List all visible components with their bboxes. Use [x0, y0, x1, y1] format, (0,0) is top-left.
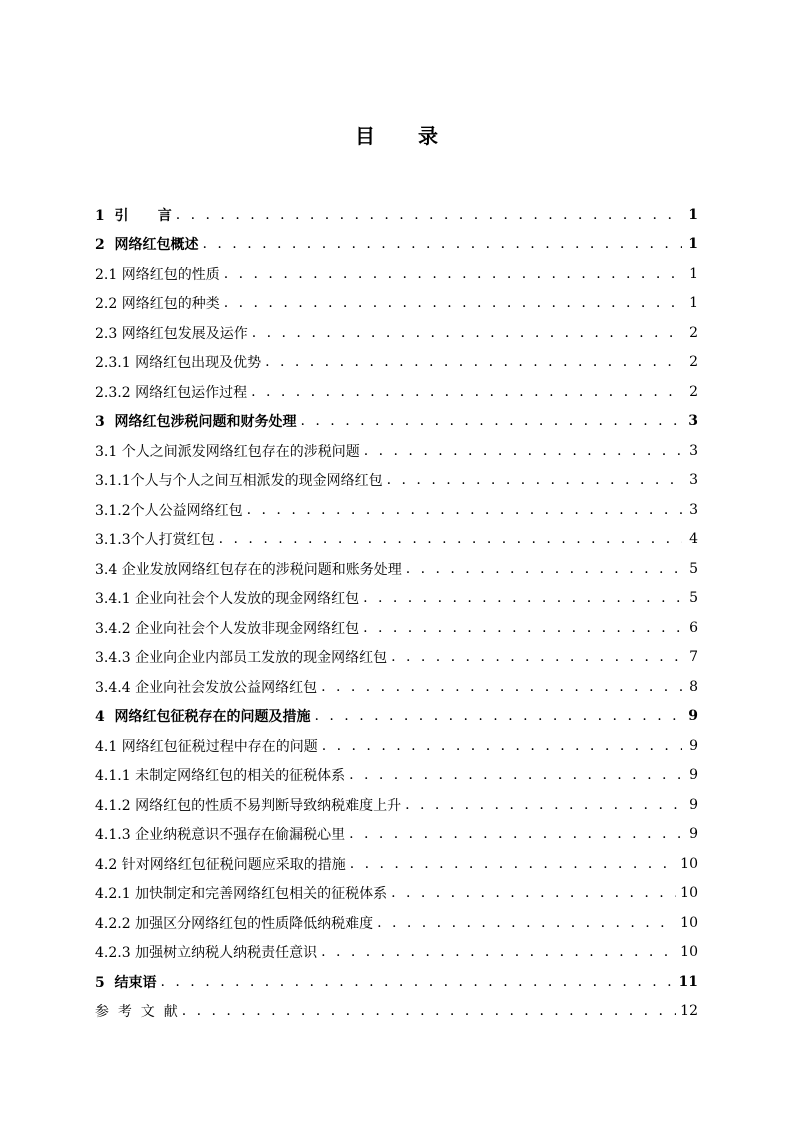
- toc-entry[interactable]: [95, 672, 698, 702]
- toc-entry-title: 2.2 网络红包的种类: [95, 296, 220, 313]
- toc-page-number: 1: [688, 206, 698, 223]
- toc-entry[interactable]: [95, 643, 698, 673]
- toc-leader-dots: [364, 444, 682, 458]
- toc-page-number: 10: [680, 855, 698, 872]
- toc-leader-dots: [391, 886, 676, 900]
- toc-leader-dots: [391, 650, 682, 664]
- toc-entry[interactable]: [95, 554, 698, 584]
- toc-entry-title: 3.4.1 企业向社会个人发放的现金网络红包: [95, 591, 360, 608]
- toc-entry[interactable]: [95, 908, 698, 938]
- toc-page-number: 12: [680, 1003, 698, 1020]
- toc-page-number: 9: [688, 708, 698, 725]
- toc-entry[interactable]: [95, 613, 698, 643]
- toc-entry[interactable]: [95, 466, 698, 496]
- toc-leader-dots: [406, 562, 682, 576]
- toc-entry[interactable]: [95, 377, 698, 407]
- toc-page-number: 1: [689, 265, 698, 282]
- toc-page-number: 3: [689, 442, 698, 459]
- toc-leader-dots: [363, 621, 682, 635]
- toc-entry-title: 4.1.3 企业纳税意识不强存在偷漏税心里: [95, 827, 346, 844]
- toc-page-number: 1: [688, 236, 698, 253]
- toc-page-number: 7: [689, 649, 698, 666]
- toc-page-number: 11: [678, 973, 698, 990]
- toc-leader-dots: [350, 857, 676, 871]
- toc-leader-dots: [219, 532, 682, 546]
- toc-entry-title: 3 网络红包涉税问题和财务处理: [95, 414, 297, 431]
- toc-page-number: 6: [689, 619, 698, 636]
- toc-entry-title: 4.1.1 未制定网络红包的相关的征税体系: [95, 768, 346, 785]
- toc-entry-title: 3.4 企业发放网络红包存在的涉税问题和账务处理: [95, 561, 402, 578]
- toc-entry-title: 2.1 网络红包的性质: [95, 266, 220, 283]
- toc-entry[interactable]: [95, 938, 698, 968]
- toc-page-number: 3: [689, 501, 698, 518]
- toc-leader-dots: [405, 798, 682, 812]
- toc-leader-dots: [301, 414, 683, 428]
- toc-page-number: 10: [680, 885, 698, 902]
- toc-entry-title: 3.4.4 企业向社会发放公益网络红包: [95, 679, 318, 696]
- toc-entry[interactable]: [95, 495, 698, 525]
- toc-page-number: 2: [689, 324, 698, 341]
- toc-entry[interactable]: [95, 230, 698, 260]
- toc-entry-title: 3.4.3 企业向企业内部员工发放的现金网络红包: [95, 650, 388, 667]
- toc-entry[interactable]: [95, 584, 698, 614]
- toc-leader-dots: [224, 267, 682, 281]
- toc-entry[interactable]: [95, 702, 698, 732]
- toc-entry-title: 3.1.2个人公益网络红包: [95, 502, 243, 519]
- toc-page-number: 1: [689, 295, 698, 312]
- toc-entry[interactable]: [95, 967, 698, 997]
- toc-leader-dots: [363, 591, 682, 605]
- toc-leader-dots: [321, 945, 676, 959]
- toc-entry[interactable]: [95, 731, 698, 761]
- toc-entry-title: 2.3.2 网络红包运作过程: [95, 384, 248, 401]
- toc-entry[interactable]: [95, 348, 698, 378]
- toc-entry[interactable]: [95, 790, 698, 820]
- toc-entry[interactable]: [95, 200, 698, 230]
- toc-leader-dots: [203, 237, 683, 251]
- toc-leader-dots: [322, 739, 682, 753]
- toc-leader-dots: [252, 326, 682, 340]
- toc-entry[interactable]: [95, 318, 698, 348]
- toc-leader-dots: [349, 768, 682, 782]
- toc-entry-title: 4.2.2 加强区分网络红包的性质降低纳税难度: [95, 915, 374, 932]
- toc-leader-dots: [349, 827, 682, 841]
- toc-leader-dots: [247, 503, 682, 517]
- toc-page-number: 9: [689, 826, 698, 843]
- toc-entry-title: 4 网络红包征税存在的问题及措施: [95, 709, 311, 726]
- toc-page-number: 3: [689, 472, 698, 489]
- toc-leader-dots: [321, 680, 682, 694]
- toc-leader-dots: [251, 385, 682, 399]
- toc-leader-dots: [182, 1004, 676, 1018]
- toc-entry[interactable]: [95, 879, 698, 909]
- toc-entry-title: 5 结束语: [95, 974, 157, 991]
- toc-page-number: 9: [689, 796, 698, 813]
- toc-page-number: 8: [689, 678, 698, 695]
- toc-entry[interactable]: [95, 997, 698, 1027]
- toc-entry[interactable]: [95, 525, 698, 555]
- toc-entry[interactable]: [95, 407, 698, 437]
- toc-leader-dots: [377, 916, 676, 930]
- toc-entry-title: 4.2.3 加强树立纳税人纳税责任意识: [95, 945, 318, 962]
- toc-entry-title: 2 网络红包概述: [95, 237, 199, 254]
- toc-entry[interactable]: [95, 761, 698, 791]
- toc-entry-title: 参 考 文 献: [95, 1004, 178, 1021]
- toc-leader-dots: [161, 975, 675, 989]
- toc-page-number: 2: [689, 354, 698, 371]
- toc-leader-dots: [315, 709, 683, 723]
- toc-entry[interactable]: [95, 289, 698, 319]
- toc-entry-title: 3.1.1个人与个人之间互相派发的现金网络红包: [95, 473, 383, 490]
- toc-page-number: 10: [680, 944, 698, 961]
- toc-page-number: 5: [689, 560, 698, 577]
- toc-entry-title: 4.2 针对网络红包征税问题应采取的措施: [95, 856, 346, 873]
- toc-entry[interactable]: [95, 820, 698, 850]
- toc-entry-title: 4.1 网络红包征税过程中存在的问题: [95, 738, 318, 755]
- toc-entry-title: 2.3 网络红包发展及运作: [95, 325, 248, 342]
- toc-leader-dots: [176, 208, 682, 222]
- toc-page-number: 9: [689, 737, 698, 754]
- toc-entry-title: 3.1 个人之间派发网络红包存在的涉税问题: [95, 443, 360, 460]
- toc-entry-title: 4.1.2 网络红包的性质不易判断导致纳税难度上升: [95, 797, 402, 814]
- toc-page-number: 10: [680, 914, 698, 931]
- toc-leader-dots: [224, 296, 682, 310]
- toc-entry[interactable]: [95, 849, 698, 879]
- table-of-contents: [95, 200, 698, 1026]
- toc-page-number: 5: [689, 590, 698, 607]
- page-title: 目 录: [355, 124, 456, 148]
- toc-page-number: 4: [689, 531, 698, 548]
- toc-entry-title: 4.2.1 加快制定和完善网络红包相关的征税体系: [95, 886, 388, 903]
- toc-page-number: 9: [689, 767, 698, 784]
- toc-entry-title: 3.1.3个人打赏红包: [95, 532, 215, 549]
- toc-leader-dots: [265, 355, 682, 369]
- toc-entry-title: 1 引 言: [95, 207, 172, 224]
- toc-entry-title: 2.3.1 网络红包出现及优势: [95, 355, 262, 372]
- toc-entry[interactable]: [95, 436, 698, 466]
- toc-page-number: 2: [689, 383, 698, 400]
- toc-entry-title: 3.4.2 企业向社会个人发放非现金网络红包: [95, 620, 360, 637]
- toc-page-number: 3: [688, 413, 698, 430]
- toc-entry[interactable]: [95, 259, 698, 289]
- toc-leader-dots: [387, 473, 682, 487]
